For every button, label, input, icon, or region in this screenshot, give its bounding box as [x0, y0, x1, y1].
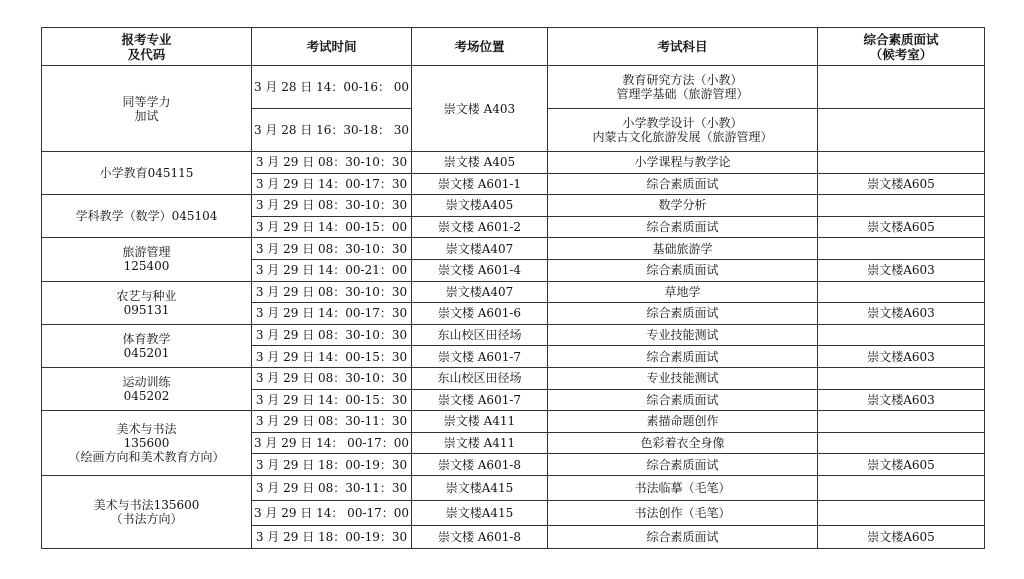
subject-cell: 综合素质面试: [548, 303, 818, 325]
exam-schedule-table: [41, 27, 985, 549]
subject-cell: 色彩着衣全身像: [548, 432, 818, 454]
table-row: [42, 367, 985, 389]
table-row: [42, 475, 985, 500]
interview-cell: 崇文楼A603: [818, 389, 985, 411]
subject-cell: 综合素质面试: [548, 346, 818, 368]
time-cell: 3 月 29 日 14：00-15：00: [252, 216, 412, 238]
subject-cell: 教育研究方法（小教） 管理学基础（旅游管理）: [548, 66, 818, 109]
subject-cell: 综合素质面试: [548, 173, 818, 195]
time-cell: 3 月 29 日 14：00-15：30: [252, 389, 412, 411]
location-cell: 崇文楼A405: [412, 195, 548, 217]
location-cell: 崇文楼 A601-2: [412, 216, 548, 238]
table-row: [42, 66, 985, 109]
interview-cell: 崇文楼A603: [818, 259, 985, 281]
header-interview: 综合素质面试 （候考室）: [818, 28, 985, 66]
location-cell: 崇文楼 A411: [412, 411, 548, 433]
major-cell: 体育教学 045201: [42, 324, 252, 367]
location-cell: 崇文楼A407: [412, 238, 548, 260]
table-row: [42, 324, 985, 346]
major-cell: 美术与书法 135600 （绘画方向和美术教育方向）: [42, 411, 252, 476]
subject-cell: 小学教学设计（小教） 内蒙古文化旅游发展（旅游管理）: [548, 109, 818, 152]
location-cell: 崇文楼 A601-7: [412, 389, 548, 411]
subject-cell: 综合素质面试: [548, 216, 818, 238]
location-cell: 崇文楼 A405: [412, 152, 548, 174]
table-row: [42, 411, 985, 433]
time-cell: 3 月 29 日 08：30-11：30: [252, 475, 412, 500]
time-cell: 3 月 29 日 14：00-15：30: [252, 346, 412, 368]
major-cell: 农艺与种业 095131: [42, 281, 252, 324]
time-cell: 3 月 29 日 08：30-10：30: [252, 367, 412, 389]
subject-cell: 基础旅游学: [548, 238, 818, 260]
major-cell: 小学教育045115: [42, 152, 252, 195]
interview-cell: [818, 324, 985, 346]
interview-cell: [818, 475, 985, 500]
location-cell: 崇文楼 A601-6: [412, 303, 548, 325]
header-time: 考试时间: [252, 28, 412, 66]
time-cell: 3 月 29 日 14：00-17：30: [252, 173, 412, 195]
time-cell: 3 月 29 日 08：30-10：30: [252, 281, 412, 303]
header-location: 考场位置: [412, 28, 548, 66]
time-cell: 3 月 28 日 16：30-18： 30: [252, 109, 412, 152]
time-cell: 3 月 29 日 14： 00-17：00: [252, 500, 412, 525]
interview-cell: [818, 281, 985, 303]
interview-cell: 崇文楼A605: [818, 525, 985, 548]
major-cell: 美术与书法135600 （书法方向）: [42, 475, 252, 548]
time-cell: 3 月 29 日 14： 00-17：00: [252, 432, 412, 454]
subject-cell: 书法临摹（毛笔）: [548, 475, 818, 500]
subject-cell: 草地学: [548, 281, 818, 303]
major-cell: 同等学力 加试: [42, 66, 252, 152]
location-cell: 崇文楼 A601-4: [412, 259, 548, 281]
table-row: [42, 281, 985, 303]
location-cell: 崇文楼 A411: [412, 432, 548, 454]
location-cell: 崇文楼 A601-8: [412, 525, 548, 548]
subject-cell: 专业技能测试: [548, 367, 818, 389]
subject-cell: 综合素质面试: [548, 389, 818, 411]
subject-cell: 综合素质面试: [548, 454, 818, 476]
location-cell: 崇文楼 A601-8: [412, 454, 548, 476]
subject-cell: 专业技能测试: [548, 324, 818, 346]
interview-cell: 崇文楼A605: [818, 173, 985, 195]
subject-cell: 小学课程与教学论: [548, 152, 818, 174]
interview-cell: 崇文楼A603: [818, 346, 985, 368]
interview-cell: 崇文楼A605: [818, 454, 985, 476]
interview-cell: 崇文楼A603: [818, 303, 985, 325]
subject-cell: 综合素质面试: [548, 259, 818, 281]
interview-cell: 崇文楼A605: [818, 216, 985, 238]
interview-cell: [818, 152, 985, 174]
subject-cell: 数学分析: [548, 195, 818, 217]
interview-cell: [818, 432, 985, 454]
time-cell: 3 月 29 日 08：30-10：30: [252, 324, 412, 346]
time-cell: 3 月 29 日 08：30-10：30: [252, 195, 412, 217]
table-row: [42, 195, 985, 217]
location-cell: 崇文楼A407: [412, 281, 548, 303]
time-cell: 3 月 29 日 18：00-19：30: [252, 454, 412, 476]
time-cell: 3 月 29 日 14：00-17：30: [252, 303, 412, 325]
header-row: [42, 28, 985, 66]
table-row: [42, 152, 985, 174]
major-cell: 学科教学（数学）045104: [42, 195, 252, 238]
time-cell: 3 月 29 日 08：30-10：30: [252, 238, 412, 260]
time-cell: 3 月 29 日 18：00-19：30: [252, 525, 412, 548]
subject-cell: 综合素质面试: [548, 525, 818, 548]
interview-cell: [818, 109, 985, 152]
subject-cell: 素描命题创作: [548, 411, 818, 433]
interview-cell: [818, 66, 985, 109]
header-major: 报考专业 及代码: [42, 28, 252, 66]
location-cell: 崇文楼 A403: [412, 66, 548, 152]
location-cell: 东山校区田径场: [412, 367, 548, 389]
location-cell: 崇文楼 A601-7: [412, 346, 548, 368]
interview-cell: [818, 195, 985, 217]
interview-cell: [818, 367, 985, 389]
interview-cell: [818, 238, 985, 260]
location-cell: 东山校区田径场: [412, 324, 548, 346]
location-cell: 崇文楼 A601-1: [412, 173, 548, 195]
subject-cell: 书法创作（毛笔）: [548, 500, 818, 525]
table-row: [42, 238, 985, 260]
time-cell: 3 月 29 日 14：00-21：00: [252, 259, 412, 281]
major-cell: 运动训练 045202: [42, 367, 252, 410]
major-cell: 旅游管理 125400: [42, 238, 252, 281]
location-cell: 崇文楼A415: [412, 475, 548, 500]
interview-cell: [818, 500, 985, 525]
interview-cell: [818, 411, 985, 433]
location-cell: 崇文楼A415: [412, 500, 548, 525]
time-cell: 3 月 29 日 08：30-10：30: [252, 152, 412, 174]
time-cell: 3 月 28 日 14：00-16： 00: [252, 66, 412, 109]
time-cell: 3 月 29 日 08：30-11：30: [252, 411, 412, 433]
header-subject: 考试科目: [548, 28, 818, 66]
